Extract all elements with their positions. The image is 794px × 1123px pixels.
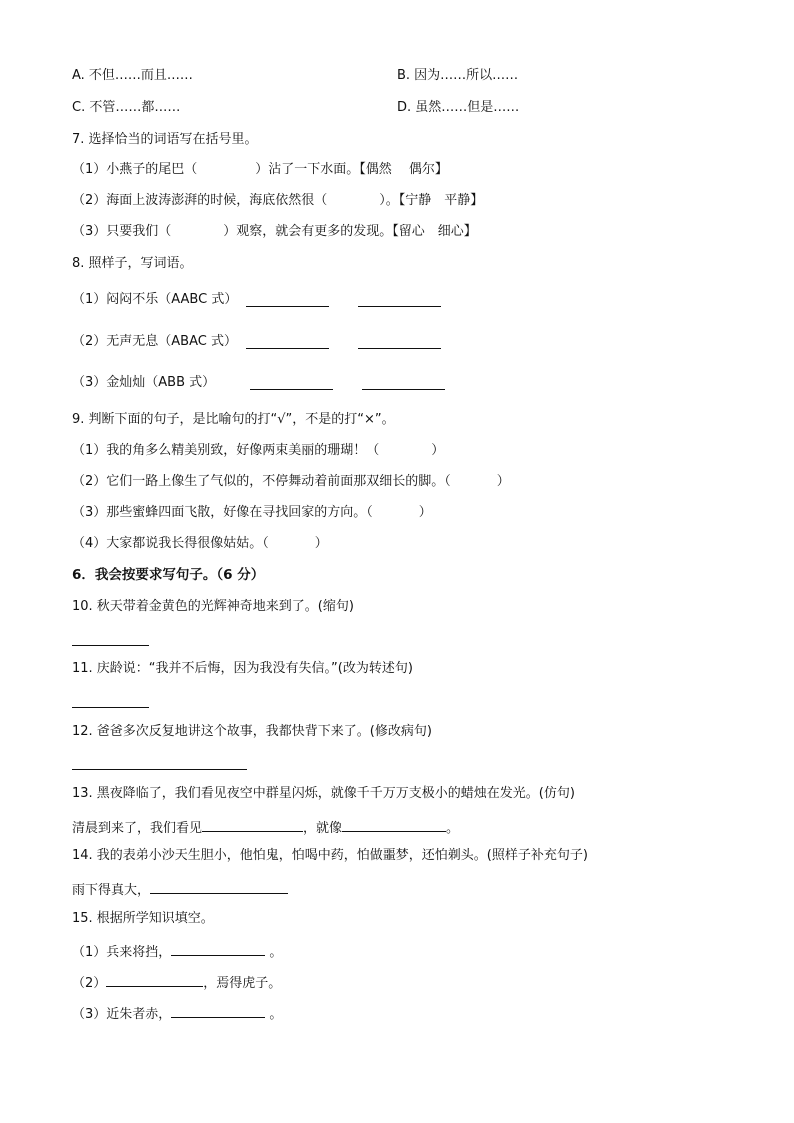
q8-item-1-text: （1）闷闷不乐（AABC 式） — [72, 292, 238, 307]
q13-blank-2[interactable] — [342, 818, 446, 832]
q15-title: 15. 根据所学知识填空。 — [72, 911, 214, 926]
q15-item-1-text-b: 。 — [265, 945, 283, 960]
q9-item-4-close: ） — [314, 536, 328, 551]
q15-item-2 — [72, 973, 281, 992]
q10-answer-line[interactable] — [72, 645, 149, 646]
q8-item-3-blank-1[interactable] — [250, 376, 333, 390]
q8-item-1-blank-1[interactable] — [246, 293, 329, 307]
q8-item-3-blank-2[interactable] — [362, 376, 445, 390]
q13-fill-line — [72, 818, 459, 837]
q10-text: 10. 秋天带着金黄色的光辉神奇地来到了。(缩句) — [72, 599, 354, 614]
q15-item-2-blank[interactable] — [106, 973, 203, 987]
q15-item-1 — [72, 942, 282, 961]
q9-item-3-close: ） — [418, 505, 432, 520]
q15-item-3 — [72, 1004, 282, 1023]
q9-item-3-text: （3）那些蜜蜂四面飞散，好像在寻找回家的方向。（ — [72, 505, 373, 520]
q15-item-3-text-a: （3）近朱者赤， — [72, 1007, 172, 1022]
q9-item-2 — [72, 474, 510, 490]
q11-answer-line[interactable] — [72, 707, 149, 708]
q9-item-2-close: ） — [496, 474, 510, 489]
q14-fill-text-a: 雨下得真大， — [72, 883, 151, 898]
option-c-text: C. 不管……都…… — [72, 100, 181, 115]
q8-item-2 — [72, 334, 237, 350]
q8-item-3-text: （3）金灿灿（ABB 式） — [72, 375, 216, 390]
option-a-text: A. 不但……而且…… — [72, 68, 193, 83]
q7-item-1-text-a: （1）小燕子的尾巴（ — [72, 162, 198, 177]
q8-item-1 — [72, 292, 237, 308]
q8-item-1-blank-2[interactable] — [358, 293, 441, 307]
q9-item-1-close: ） — [431, 443, 445, 458]
q7-item-2-text-a: （2）海面上波涛澎湃的时候，海底依然很（ — [72, 193, 328, 208]
q13-fill-text-b: ，就像 — [303, 821, 343, 836]
q9-item-2-text: （2）它们一路上像生了气似的，不停舞动着前面那双细长的脚。（ — [72, 474, 451, 489]
q15-item-1-blank[interactable] — [171, 942, 265, 956]
option-b-text: B. 因为……所以…… — [397, 68, 519, 83]
q8-item-2-text: （2）无声无息（ABAC 式） — [72, 334, 237, 349]
q15-item-2-text-b: ，焉得虎子。 — [203, 976, 282, 991]
option-c — [72, 100, 180, 116]
q7-item-1 — [72, 162, 448, 178]
q7-item-2 — [72, 193, 483, 209]
q15-item-1-text-a: （1）兵来将挡， — [72, 945, 172, 960]
option-a — [72, 68, 193, 84]
q9-item-4 — [72, 536, 328, 552]
q7-item-2-text-b: ）。【宁静 平静】 — [379, 193, 484, 208]
q14-fill-line — [72, 880, 288, 899]
q13-text: 13. 黑夜降临了，我们看见夜空中群星闪烁，就像千千万万支极小的蜡烛在发光。(仿句) — [72, 786, 575, 801]
option-d-text: D. 虽然……但是…… — [397, 100, 520, 115]
q14-blank[interactable] — [150, 880, 288, 894]
q9-item-1-text: （1）我的角多么精美别致，好像两束美丽的珊瑚！（ — [72, 443, 380, 458]
q13-fill-text-c: 。 — [446, 821, 460, 836]
q9-item-3 — [72, 505, 432, 521]
q13-fill-text-a: 清晨到来了，我们看见 — [72, 821, 203, 836]
q15-item-3-text-b: 。 — [265, 1007, 283, 1022]
q8-item-2-blank-2[interactable] — [358, 335, 441, 349]
q8-item-3 — [72, 375, 215, 391]
q7-title: 7. 选择恰当的词语写在括号里。 — [72, 132, 258, 147]
section-6-title: 6．我会按要求写句子。（6 分） — [72, 567, 265, 583]
q12-text: 12. 爸爸多次反复地讲这个故事，我都快背下来了。(修改病句) — [72, 724, 432, 739]
q7-item-3-text-a: （3）只要我们（ — [72, 224, 172, 239]
q8-item-2-blank-1[interactable] — [246, 335, 329, 349]
q13-blank-1[interactable] — [202, 818, 303, 832]
q7-item-3 — [72, 224, 477, 240]
q11-text: 11. 庆龄说：“我并不后悔，因为我没有失信。”(改为转述句) — [72, 661, 413, 676]
q9-item-4-text: （4）大家都说我长得很像姑姑。（ — [72, 536, 269, 551]
q15-item-2-text-a: （2） — [72, 976, 107, 991]
q12-answer-line[interactable] — [72, 769, 247, 770]
option-b — [397, 68, 518, 84]
q15-item-3-blank[interactable] — [171, 1004, 265, 1018]
q7-item-1-text-b: ）沾了一下水面。【偶然 偶尔】 — [255, 162, 448, 177]
q9-title: 9. 判断下面的句子，是比喻句的打“√”，不是的打“×”。 — [72, 412, 395, 427]
option-d — [397, 100, 519, 116]
q9-item-1 — [72, 443, 444, 459]
q8-title: 8. 照样子，写词语。 — [72, 256, 193, 271]
q7-item-3-text-b: ）观察，就会有更多的发现。【留心 细心】 — [223, 224, 477, 239]
q14-text: 14. 我的表弟小沙天生胆小，他怕鬼，怕喝中药，怕做噩梦，还怕剃头。(照样子补充句子) — [72, 848, 588, 863]
